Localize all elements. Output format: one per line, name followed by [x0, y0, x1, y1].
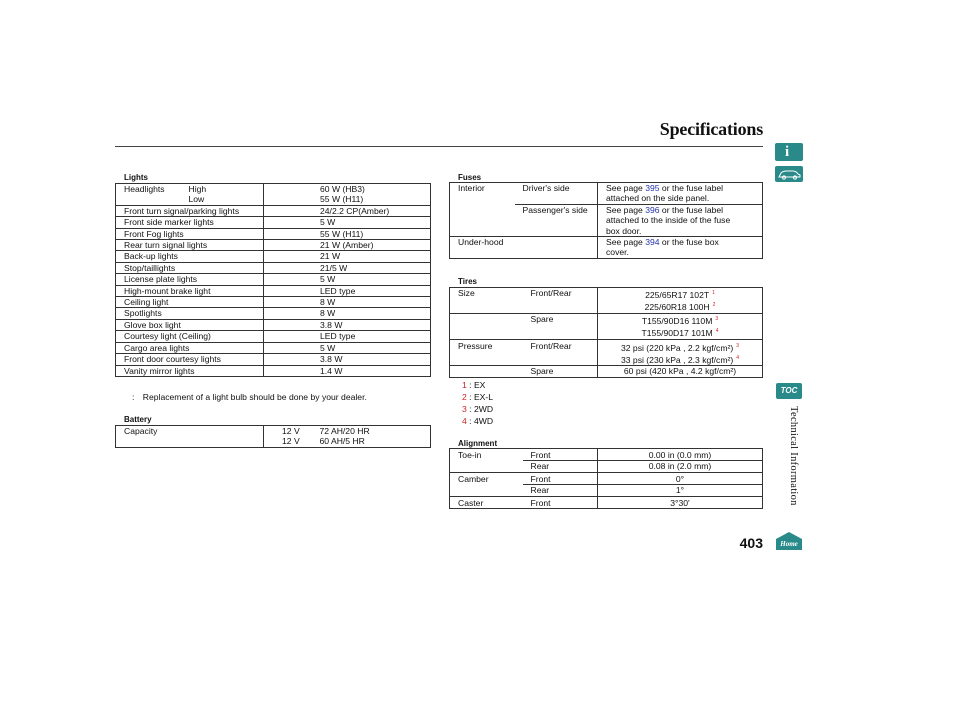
light-value: 21 W [264, 251, 431, 262]
light-name: Back-up lights [124, 251, 178, 262]
alignment-table [449, 448, 763, 509]
headlights-beam: High [188, 184, 207, 194]
light-value: 5 W [264, 274, 431, 285]
footnote: 1 : EX [462, 380, 486, 390]
table-row [450, 339, 763, 353]
light-name: Spotlights [124, 308, 162, 319]
light-name: License plate lights [124, 274, 198, 285]
table-row [450, 288, 763, 301]
info-icon: i [785, 144, 790, 160]
table-row [116, 354, 431, 365]
align-value: 0.00 in (0.0 mm) [598, 449, 763, 461]
fuse-info: See page 395 or the fuse label attached on the side panel. [598, 183, 763, 205]
table-row [116, 205, 431, 216]
tire-position: Front/Rear [530, 340, 572, 351]
align-param: Caster [458, 497, 484, 508]
home-button[interactable] [775, 531, 803, 551]
light-value: 21/5 W [264, 262, 431, 273]
tire-position: Spare [530, 313, 554, 324]
tire-value: T155/90D17 101M $^4$ [598, 326, 763, 339]
align-position: Rear [523, 461, 598, 472]
light-name: Front Fog lights [124, 228, 184, 239]
note-text: Replacement of a light bulb should be done by your dealer. [142, 392, 367, 402]
table-row [450, 461, 763, 472]
table-row [450, 496, 763, 508]
table-row [116, 342, 431, 353]
toc-label: TOC [780, 386, 798, 395]
align-position: Front [530, 450, 551, 460]
light-value: 24/2.2 CP(Amber) [264, 205, 431, 216]
align-param: Toe-in [458, 450, 482, 460]
table-row [116, 262, 431, 273]
light-value: 8 W [264, 308, 431, 319]
tire-position: Front/Rear [530, 288, 572, 298]
align-position: Front [530, 497, 551, 508]
table-row [116, 251, 431, 262]
light-value: 8 W [264, 297, 431, 308]
battery-heading: Battery [124, 415, 152, 424]
light-value: 3.8 W [264, 354, 431, 365]
tire-value: 33 psi (230 kPa , 2.3 kgf/cm²) $^4$ [598, 353, 763, 366]
title-divider [115, 146, 763, 147]
tire-param: Pressure [458, 340, 493, 351]
table-row [116, 436, 431, 447]
info-button[interactable] [775, 143, 803, 161]
light-name: Stop/taillights [124, 262, 176, 273]
table-row [116, 194, 431, 205]
light-value: 5 W [264, 342, 431, 353]
table-row [116, 240, 431, 251]
align-value: 3°30' [598, 496, 763, 508]
table-row [116, 331, 431, 342]
tire-value: 225/60R18 100H $^2$ [598, 300, 763, 313]
table-row [450, 183, 763, 205]
headlights-value: 60 W (HB3) [264, 184, 431, 195]
fuse-side: Passenger's side [515, 204, 598, 236]
car-icon [775, 166, 803, 182]
table-row [116, 297, 431, 308]
light-name: Rear turn signal lights [124, 240, 208, 251]
page-title: Specifications [659, 119, 763, 139]
fuse-info: See page 394 or the fuse box cover. [598, 237, 763, 259]
light-value: LED type [264, 331, 431, 342]
vehicle-index-button[interactable] [775, 166, 803, 182]
headlights-beam: Low [188, 194, 205, 205]
battery-value: 72 AH/20 HR [319, 426, 370, 436]
note-mark: : [132, 392, 135, 402]
table-row [450, 449, 763, 461]
light-name: Courtesy light (Ceiling) [124, 331, 211, 342]
headlights-value: 55 W (H11) [264, 194, 431, 205]
table-row [450, 313, 763, 326]
light-value: 5 W [264, 217, 431, 228]
page-link-395[interactable]: 395 [645, 183, 660, 193]
table-row [116, 365, 431, 376]
table-row [116, 319, 431, 330]
home-label: Home [780, 540, 798, 548]
table-row [116, 285, 431, 296]
light-value: LED type [264, 285, 431, 296]
light-value: 21 W (Amber) [264, 240, 431, 251]
align-param: Camber [458, 473, 489, 484]
battery-volt: 12 V [264, 436, 320, 447]
table-row [116, 184, 431, 195]
table-row [116, 274, 431, 285]
fuse-side: Driver's side [522, 183, 570, 193]
battery-label: Capacity [124, 426, 158, 436]
align-value: 0° [598, 472, 763, 484]
tire-param: Size [458, 288, 475, 298]
light-name: Vanity mirror lights [124, 365, 195, 376]
battery-table [115, 425, 431, 448]
page-number: 403 [739, 535, 763, 551]
light-name: Glove box light [124, 319, 181, 330]
fuse-location: Under-hood [458, 237, 504, 248]
fuse-location: Interior [458, 183, 485, 193]
home-icon [775, 531, 803, 551]
fuse-info: See page 396 or the fuse label attached to the inside of the fuse box door. [598, 204, 763, 236]
footnote: 4 : 4WD [462, 416, 494, 426]
tire-value: T155/90D16 110M $^3$ [598, 313, 763, 326]
table-row [116, 308, 431, 319]
toc-button[interactable] [776, 383, 802, 399]
fuses-table [449, 182, 763, 259]
table-row [450, 353, 763, 366]
table-row [116, 426, 431, 437]
section-label: Technical Information [788, 406, 799, 506]
tire-value: 32 psi (220 kPa , 2.2 kgf/cm²) $^3$ [598, 339, 763, 353]
align-position: Front [530, 473, 551, 484]
lights-table [115, 183, 431, 377]
tires-table [449, 287, 763, 378]
table-row [450, 326, 763, 339]
light-name: Front turn signal/parking lights [124, 205, 240, 216]
tire-value: 225/65R17 102T $^1$ [598, 288, 763, 301]
table-row [450, 237, 763, 259]
alignment-heading: Alignment [458, 439, 498, 448]
table-row [450, 300, 763, 313]
light-value: 55 W (H11) [264, 228, 431, 239]
tire-position: Spare [530, 366, 554, 377]
align-value: 0.08 in (2.0 mm) [598, 461, 763, 472]
tires-heading: Tires [458, 277, 477, 286]
tire-value: 60 psi (420 kPa , 4.2 kgf/cm²) [598, 366, 763, 377]
battery-volt: 12 V [264, 426, 320, 437]
table-row [450, 204, 763, 236]
headlights-label: Headlights [124, 184, 165, 194]
battery-value: 60 AH/5 HR [319, 436, 365, 447]
lights-note [132, 392, 367, 402]
table-row [450, 485, 763, 496]
footnote: 2 : EX-L [462, 392, 494, 402]
light-name: Front door courtesy lights [124, 354, 221, 365]
page-link-394[interactable]: 394 [645, 237, 660, 248]
light-name: Ceiling light [124, 297, 169, 308]
table-row [450, 366, 763, 377]
table-row [450, 472, 763, 484]
light-name: Front side marker lights [124, 217, 214, 228]
table-row [116, 228, 431, 239]
align-value: 1° [598, 485, 763, 496]
light-value: 1.4 W [264, 365, 431, 376]
light-value: 3.8 W [264, 319, 431, 330]
page-link-396[interactable]: 396 [645, 204, 660, 215]
footnote: 3 : 2WD [462, 404, 494, 414]
light-name: Cargo area lights [124, 342, 190, 353]
table-row [116, 217, 431, 228]
lights-heading: Lights [124, 173, 148, 182]
fuses-heading: Fuses [458, 173, 482, 182]
light-name: High-mount brake light [124, 285, 211, 296]
align-position: Rear [523, 485, 598, 496]
